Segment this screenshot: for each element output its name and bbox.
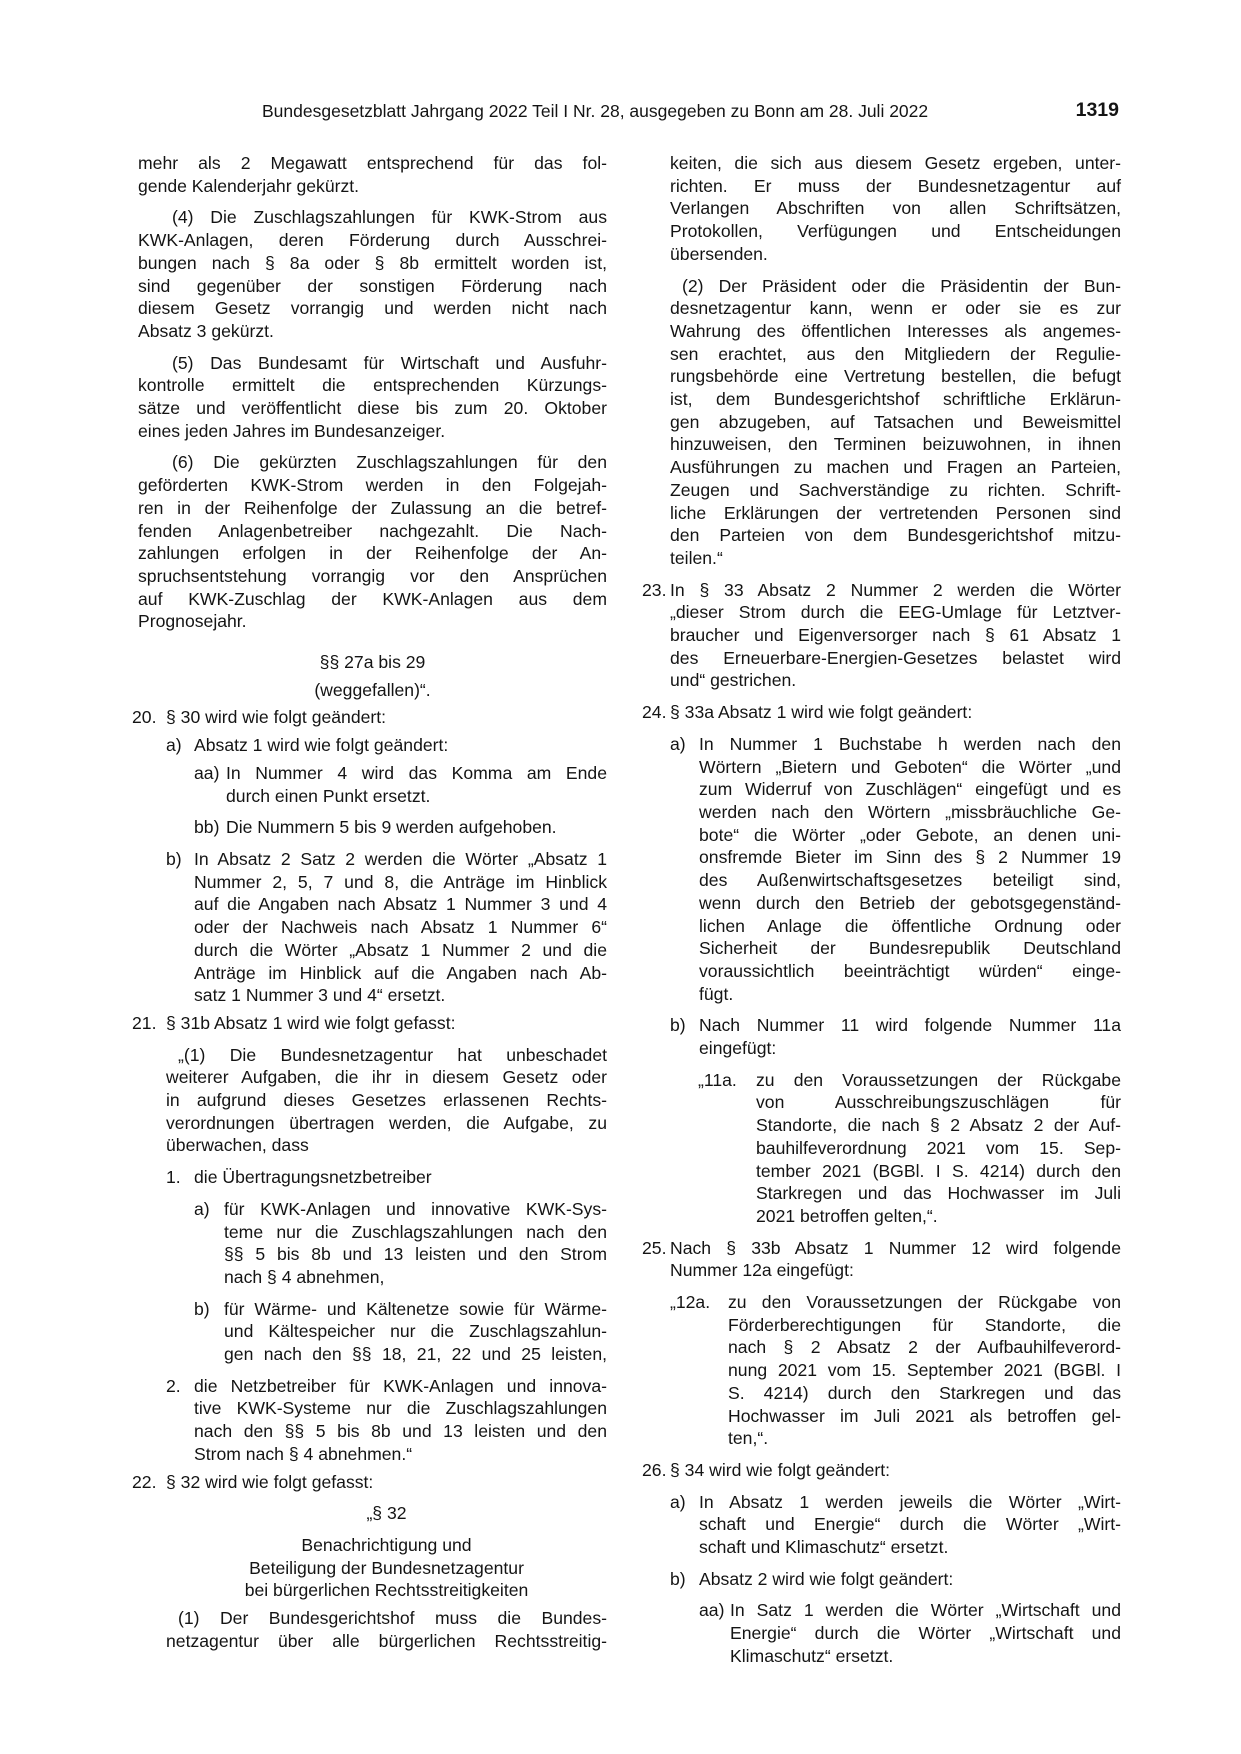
quoted-item-12a: „12a. zu den Voraussetzungen der Rückgabe von Förderberechtigungen für Standorte, die nach § 2 Absatz 2 der Aufbauhilfeverord- nung 2021 vom 15. September 2021 (BGBl. I S. 4214) durch den Starkregen und das Hochwasser im Juli 2021 als betroffen gel- ten,“. bbox=[670, 1292, 1121, 1449]
list-item-26aa: aa) In Satz 1 werden die Wörter „Wirtschaft und Energie“ durch die Wörter „Wirtschaft und Klimaschutz“ ersetzt. bbox=[699, 1600, 1121, 1666]
list-item-24: 24. § 33a Absatz 1 wird wie folgt geändert: bbox=[642, 702, 973, 723]
list-item-26: 26. § 34 wird wie folgt geändert: bbox=[642, 1459, 891, 1480]
list-item-26a: a) In Absatz 1 werden jeweils die Wörter „Wirt- schaft und Energie“ durch die Wörter „Wirt- schaft und Klimaschutz“ ersetzt. bbox=[670, 1491, 1121, 1558]
section-number: „§ 32 bbox=[366, 1503, 407, 1524]
page-number: 1319 bbox=[1075, 99, 1119, 121]
section-heading: §§ 27a bis 29 bbox=[319, 652, 426, 673]
list-item-22: 22. § 32 wird wie folgt gefasst: bbox=[132, 1471, 374, 1492]
list-item-21-2: 2. die Netzbetreiber für KWK-Anlagen und innova- tive KWK-Systeme nur die Zuschlagszahlungen nach den §§ 5 bis 8b und 13 leisten und den Strom nach § 4 abnehmen.“ bbox=[166, 1375, 607, 1464]
list-item-20bb: bb) Die Nummern 5 bis 9 werden aufgehoben. bbox=[194, 817, 557, 838]
section-subheading: (weggefallen)“. bbox=[314, 679, 431, 700]
gazette-title: Bundesgesetzblatt Jahrgang 2022 Teil I Nr. 28, ausgegeben zu Bonn am 28. Juli 2022 bbox=[262, 101, 929, 121]
list-item-24b: b) Nach Nummer 11 wird folgende Nummer 11a eingefügt: bbox=[670, 1015, 1121, 1059]
quoted-section: „§ 32 Benachrichtigung und Beteiligung der Bundesnetzagentur bei bürgerlichen Rechtsstreitigkeiten (1) Der Bundesgerichtshof muss die Bundes- netzagentur über alle bürgerlichen Rechtsstreitig- bbox=[166, 1503, 607, 1651]
list-item-21-1: 1. die Übertragungsnetzbetreiber bbox=[166, 1167, 432, 1188]
list-item-20a: a) Absatz 1 wird wie folgt geändert: bbox=[166, 735, 449, 756]
list-item-21-1b: b) für Wärme- und Kältenetze sowie für Wärme- und Kältespeicher nur die Zuschlagszahlun- gen nach den §§ 18, 21, 22 und 25 leisten, bbox=[194, 1298, 607, 1365]
right-column: keiten, die sich aus diesem Gesetz ergeben, unter- richten. Er muss der Bundesnetzagentur auf Verlangen Abschriften von allen Schriftsätzen, Protokollen, Verfügungen und Entscheidungen übersenden. (2) Der Präsident oder die Präsidentin der Bun- desnetzagentur kann, wenn er oder sie es zur Wahrung des öffentlichen Interesses als angemes- sen erachtet, aus den Mitgliedern der Regulie- rungsbehörde eine Vertretung bestellen, die befugt ist, dem Bundesgerichtshof schriftliche Erklärun- gen abzugeben, auf Tatsachen und Beweismittel hinzuweisen, den Terminen beizuwohnen, in ihnen Ausführungen zu machen und Fragen an Parteien, Zeugen und Sachverständige zu richten. Schrift- liche Erklärungen der vertretenden Personen sind den Parteien von dem Bundesgerichtshof mitzu- teilen.“ 23. In § 33 Absatz 2 Nummer 2 werden die Wörter „dieser Strom durch die EEG-Umlage für Letztver- braucher und Eigenversorger nach § 61 Absatz 1 des Erneuerbare-Energien-Gesetzes belastet wird und“ gestrichen. 24. § 33a Absatz 1 wird wie folgt geändert: a) In Nummer 1 Buchstabe h werden nach den Wörtern „Bietern und Geboten“ die Wörter „und zum Widerruf von Zuschlägen“ eingefügt und es werden nach den Wörtern „missbräuchliche Ge- bote“ die Wörter „oder Gebote, an denen uni- onsfremde Bieter im Sinn des § 2 Nummer 19 des Außenwirtschaftsgesetzes beteiligt sind, wenn durch den Betrieb der gebotsgegenständ- lichen Anlage die öffentliche Ordnung oder Sicherheit der Bundesrepublik Deutschland voraussichtlich beeinträchtigt würden“ einge- fügt. b) Nach Nummer 11 wird folgende Nummer 11a eingefügt: „11a. zu den Voraussetzungen der Rückgabe von Ausschreibungszuschlägen für Standorte, die nach § 2 Absatz 2 der Auf- bauhilfeverordnung 2021 vom 15. Sep- tember 2021 (BGBl. I S. 4214) durch den Starkregen und das Hochwasser im Juli 2021 betroffen gelten,“. 25. Nach § 33b Absatz 1 Nummer 12 wird folgende Nummer 12a eingefügt: „12a. zu den Voraussetzungen der Rückgabe von Förderberechtigungen für Standorte, die nach § 2 Absatz 2 der Aufbauhilfeverord- nung 2021 vom 15. September 2021 (BGBl. I S. 4214) durch den Starkregen und das Hochwasser im Juli 2021 als betroffen gel- ten,“. 26. § 34 wird wie folgt geändert: a) In Absatz 1 werden jeweils die Wörter „Wirt- schaft und Energie“ durch die Wörter „Wirt- schaft und Klimaschutz“ ersetzt. b) Absatz 2 wird wie folgt geändert: aa) In Satz 1 werden die Wörter „Wirtschaft und Energie“ durch die Wörter „Wirtschaft und Klimaschutz“ ersetzt. bbox=[642, 153, 1121, 1666]
paragraph: mehr als 2 Megawatt entsprechend für das fol- gende Kalenderjahr gekürzt. bbox=[138, 153, 607, 196]
page-header bbox=[262, 101, 1119, 123]
list-item-26b: b) Absatz 2 wird wie folgt geändert: bbox=[670, 1568, 954, 1589]
paragraph-absatz-6: (6) Die gekürzten Zuschlagszahlungen für den geförderten KWK-Strom werden in den Folgejah- ren in der Reihenfolge der Zulassung an die betref- fenden Anlagenbetreiber nachgezahlt. Die Nach- zahlungen erfolgen in der Reihenfolge der An- spruchsentstehung vorrangig vor den Ansprüchen auf KWK-Zuschlag der KWK-Anlagen aus dem Prognosejahr. bbox=[138, 452, 607, 632]
list-item-24a: a) In Nummer 1 Buchstabe h werden nach den Wörtern „Bietern und Geboten“ die Wörter „und zum Widerruf von Zuschlägen“ eingefügt und es werden nach den Wörtern „missbräuchliche Ge- bote“ die Wörter „oder Gebote, an denen uni- onsfremde Bieter im Sinn des § 2 Nummer 19 des Außenwirtschaftsgesetzes beteiligt sind, wenn durch den Betrieb der gebotsgegenständ- lichen Anlage die öffentliche Ordnung oder Sicherheit der Bundesrepublik Deutschland voraussichtlich beeinträchtigt würden“ einge- fügt. bbox=[670, 733, 1121, 1004]
paragraph-absatz-5: (5) Das Bundesamt für Wirtschaft und Ausfuhr- kontrolle ermittelt die entsprechenden Kürzungs- sätze und veröffentlicht diese bis zum 20. Oktober eines jeden Jahres im Bundesanzeiger. bbox=[138, 352, 607, 441]
quote-block: „(1) Die Bundesnetzagentur hat unbeschadet weiterer Aufgaben, die ihr in diesem Gesetz oder in aufgrund dieses Gesetzes erlassenen Rechts- verordnungen übertragen werden, die Aufgabe, zu überwachen, dass bbox=[166, 1044, 607, 1156]
list-item-21: 21. § 31b Absatz 1 wird wie folgt gefasst: bbox=[132, 1012, 456, 1033]
list-item-20aa: aa) In Nummer 4 wird das Komma am Ende durch einen Punkt ersetzt. bbox=[194, 762, 607, 806]
left-column bbox=[132, 152, 607, 1652]
list-item-21-1a: a) für KWK-Anlagen und innovative KWK-Sys- teme nur die Zuschlagszahlungen nach den §§ 5 bis 8b und 13 leisten und den Strom nach § 4 abnehmen, bbox=[194, 1198, 607, 1287]
list-item-25: 25. Nach § 33b Absatz 1 Nummer 12 wird folgende Nummer 12a eingefügt: bbox=[642, 1237, 1121, 1281]
list-item-20b: b) In Absatz 2 Satz 2 werden die Wörter „Absatz 1 Nummer 2, 5, 7 und 8, die Anträge im Hinblick auf die Angaben nach Absatz 1 Nummer 3 und 4 oder der Nachweis nach Absatz 1 Nummer 6“ durch die Wörter „Absatz 1 Nummer 2 und die Anträge im Hinblick auf die Angaben nach Ab- satz 1 Nummer 3 und 4“ ersetzt. bbox=[166, 848, 607, 1006]
paragraph-absatz-4: (4) Die Zuschlagszahlungen für KWK-Strom aus KWK-Anlagen, deren Förderung durch Ausschrei- bungen nach § 8a oder § 8b ermittelt worden ist, sind gegenüber der sonstigen Förderung nach diesem Gesetz vorrangig und werden nicht nach Absatz 3 gekürzt. bbox=[138, 207, 607, 341]
quoted-item-11a: „11a. zu den Voraussetzungen der Rückgabe von Ausschreibungszuschlägen für Standorte, die nach § 2 Absatz 2 der Auf- bauhilfeverordnung 2021 vom 15. Sep- tember 2021 (BGBl. I S. 4214) durch den Starkregen und das Hochwasser im Juli 2021 betroffen gelten,“. bbox=[698, 1069, 1121, 1226]
list-item-23: 23. In § 33 Absatz 2 Nummer 2 werden die Wörter „dieser Strom durch die EEG-Umlage für Letztver- braucher und Eigenversorger nach § 61 Absatz 1 des Erneuerbare-Energien-Gesetzes belastet wird und“ gestrichen. bbox=[642, 579, 1121, 691]
list-item-20: 20. § 30 wird wie folgt geändert: bbox=[132, 707, 387, 728]
